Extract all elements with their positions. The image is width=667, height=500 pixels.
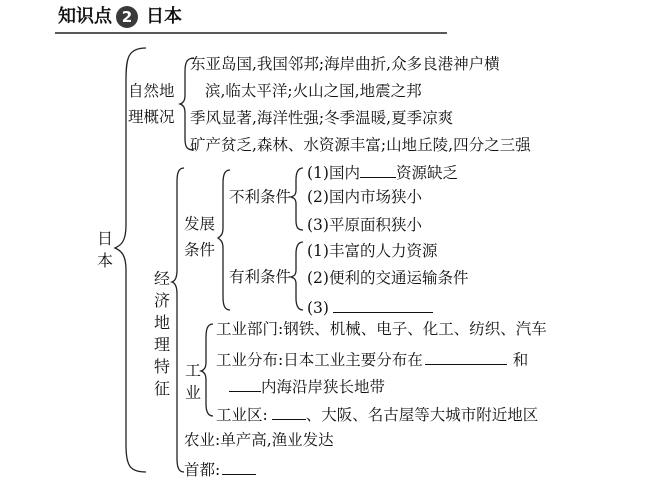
industry-zones-prefix: 工业区: (216, 406, 268, 424)
industry-distribution-line2 (229, 377, 385, 396)
natural-heading-line2: 理概况 (128, 108, 175, 126)
header-label: 知识点 (58, 6, 112, 27)
economy-heading: 经济地理特征 (153, 269, 170, 398)
industry-distribution-line2-suffix: 内海沿岸狭长地带 (261, 378, 386, 396)
unfavorable-label: 不利条件 (229, 188, 292, 206)
fill-blank (425, 350, 507, 365)
agriculture-line: 农业:单产高,渔业发达 (184, 431, 334, 449)
natural-line-3: 季风显著,海洋性强;冬季温暖,夏季凉爽 (190, 109, 454, 127)
natural-line-1: 东亚岛国,我国邻邦;海岸曲折,众多良港神户横 (190, 55, 500, 73)
development-heading-line1: 发展 (184, 215, 216, 233)
favorable-item-2: (2)便利的交通运输条件 (307, 269, 469, 287)
unfavorable-item-1-prefix: (1)国内 (307, 164, 360, 182)
fill-blank (222, 460, 256, 475)
industry-heading: 工业 (184, 361, 201, 402)
fill-blank (360, 163, 396, 178)
industry-sectors: 工业部门:钢铁、机械、电子、化工、纺织、汽车 (216, 320, 547, 338)
unfavorable-item-1 (307, 163, 458, 182)
fill-blank (333, 298, 433, 313)
favorable-label: 有利条件 (229, 268, 292, 286)
root-node-japan: 日本 (96, 229, 113, 270)
natural-line-2: 滨,临太平洋;火山之国,地震之邦 (205, 82, 422, 100)
unfavorable-item-2: (2)国内市场狭小 (307, 188, 422, 206)
industry-distribution-prefix: 工业分布:日本工业主要分布在 (216, 351, 423, 369)
knowledge-point-number-badge: 2 (116, 6, 138, 28)
industry-zones (216, 405, 538, 424)
fill-blank (229, 377, 261, 392)
natural-line-4: 矿产贫乏,森林、水资源丰富;山地丘陵,四分之三强 (190, 136, 531, 154)
favorable-item-3-label: (3) (307, 299, 329, 317)
industry-zones-suffix: 、大阪、名古屋等大城市附近地区 (305, 406, 539, 424)
capital-label: 首都: (184, 461, 221, 479)
fill-blank (272, 405, 306, 420)
unfavorable-item-3: (3)平原面积狭小 (307, 216, 422, 234)
industry-distribution-and: 和 (512, 351, 529, 369)
favorable-item-3 (307, 298, 433, 317)
unfavorable-item-1-suffix: 资源缺乏 (395, 164, 458, 182)
development-heading-line2: 条件 (184, 241, 216, 259)
natural-heading-line1: 自然地 (128, 82, 175, 100)
favorable-item-1: (1)丰富的人力资源 (307, 242, 438, 260)
industry-distribution (216, 350, 528, 369)
header-title: 日本 (146, 6, 182, 27)
capital-line (184, 460, 256, 479)
